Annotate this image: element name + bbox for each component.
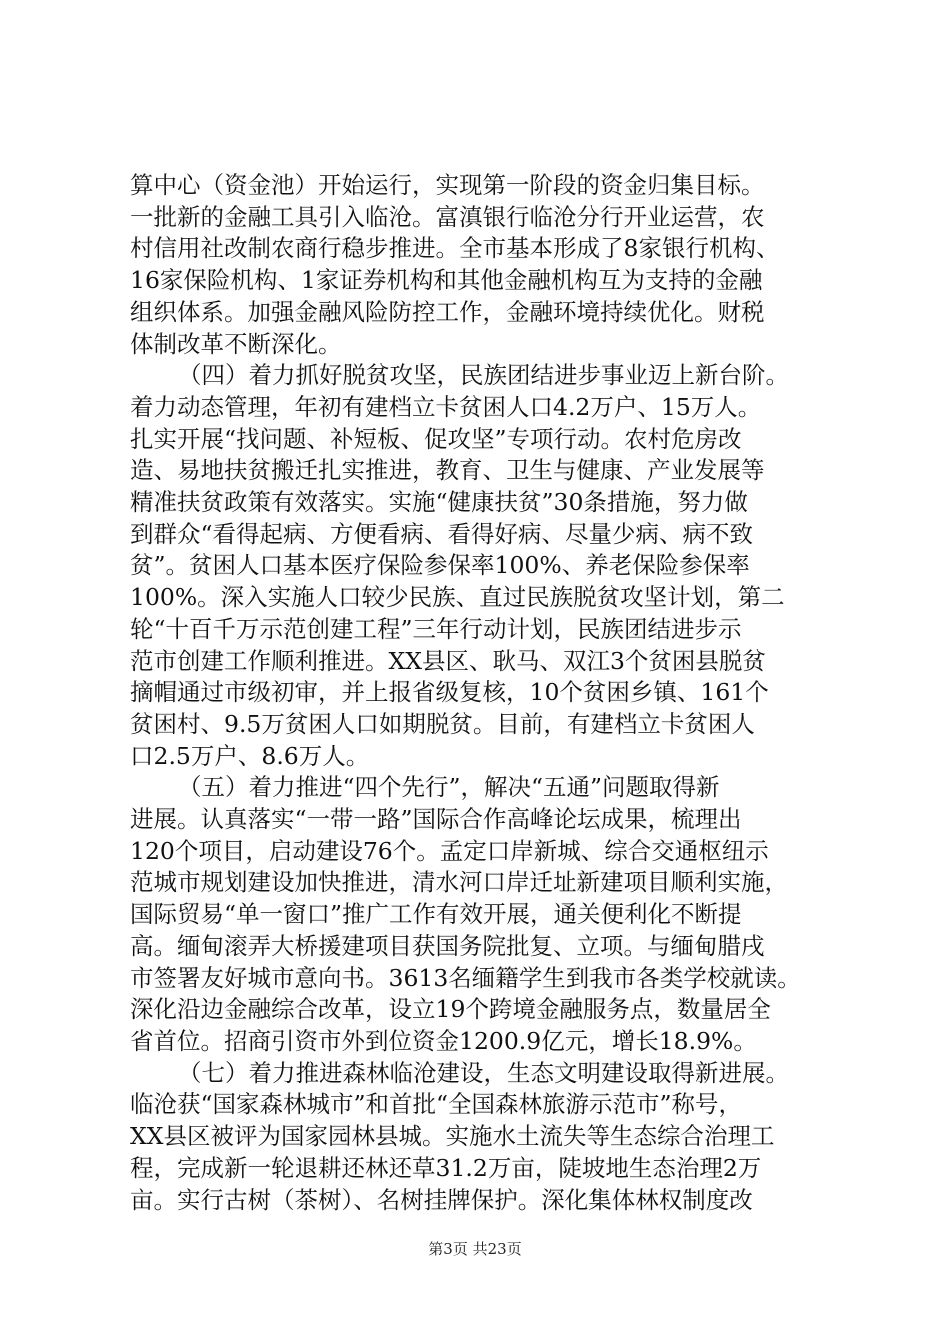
section-heading-line: （七）着力推进森林临沧建设，生态文明建设取得新进展。 — [178, 1058, 789, 1087]
text-line: 120个项目，启动建设76个。孟定口岸新城、综合交通枢纽示 — [130, 836, 769, 865]
text-line: 精准扶贫政策有效落实。实施“健康扶贫”30条措施，努力做 — [130, 488, 748, 517]
text-line: 程，完成新一轮退耕还林还草31.2万亩，陡坡地生态治理2万 — [130, 1153, 762, 1182]
text-line: 临沧获“国家森林城市”和首批“全国森林旅游示范市”称号， — [130, 1090, 743, 1119]
text-line: 深化沿边金融综合改革，设立19个跨境金融服务点，数量居全 — [130, 995, 771, 1024]
text-line: 一批新的金融工具引入临沧。富滇银行临沧分行开业运营，农 — [130, 202, 765, 231]
text-line: 扎实开展“找问题、补短板、促攻坚”专项行动。农村危房改 — [130, 424, 742, 453]
text-line: 贫”。贫困人口基本医疗保险参保率100%、养老保险参保率 — [130, 551, 750, 580]
text-line: 算中心（资金池）开始运行，实现第一阶段的资金归集目标。 — [130, 171, 765, 199]
section-heading-line: （四）着力抓好脱贫攻坚，民族团结进步事业迈上新台阶。 — [178, 361, 789, 390]
text-line: 市签署友好城市意向书。3613名缅籍学生到我市各类学校就读。 — [130, 963, 801, 992]
text-line: 着力动态管理，年初有建档立卡贫困人口4.2万户、15万人。 — [130, 392, 762, 421]
text-line: 摘帽通过市级初审，并上报省级复核，10个贫困乡镇、161个 — [130, 678, 769, 707]
text-line: 国际贸易“单一窗口”推广工作有效开展，通关便利化不断提 — [130, 900, 742, 929]
text-line: 范市创建工作顺利推进。XX县区、耿马、双江3个贫困县脱贫 — [130, 646, 766, 675]
text-line: 100%。深入实施人口较少民族、直过民族脱贫攻坚计划，第二 — [130, 583, 785, 612]
page-number: 第3页 共23页 — [428, 1240, 522, 1258]
text-line: 进展。认真落实“一带一路”国际合作高峰论坛成果，梳理出 — [130, 805, 742, 834]
text-line: 高。缅甸滚弄大桥援建项目获国务院批复、立项。与缅甸腊戌 — [130, 931, 765, 960]
text-line: 亩。实行古树（茶树）、名树挂牌保护。深化集体林权制度改 — [130, 1185, 753, 1214]
text-line: 造、易地扶贫搬迁扎实推进，教育、卫生与健康、产业发展等 — [130, 456, 765, 485]
text-line: 村信用社改制农商行稳步推进。全市基本形成了8家银行机构、 — [130, 234, 780, 263]
text-line: 贫困村、9.5万贫困人口如期脱贫。目前，有建档立卡贫困人 — [130, 709, 755, 738]
text-line: 轮“十百千万示范创建工程”三年行动计划，民族团结进步示 — [130, 614, 742, 643]
text-line: 16家保险机构、1家证券机构和其他金融机构互为支持的金融 — [130, 266, 763, 295]
text-line: 到群众“看得起病、方便看病、看得好病、尽量少病、病不致 — [130, 519, 754, 548]
text-line: XX县区被评为国家园林县城。实施水土流失等生态综合治理工 — [130, 1122, 775, 1151]
text-line: 体制改革不断深化。 — [130, 329, 342, 358]
page-footer — [0, 1238, 950, 1259]
section-heading-line: （五）着力推进“四个先行”，解决“五通”问题取得新 — [178, 773, 720, 802]
body-text — [130, 170, 850, 1216]
text-line: 范城市规划建设加快推进，清水河口岸迁址新建项目顺利实施， — [130, 868, 788, 897]
text-line: 口2.5万户、8.6万人。 — [130, 741, 370, 770]
text-line: 组织体系。加强金融风险防控工作，金融环境持续优化。财税 — [130, 297, 765, 326]
text-line: 省首位。招商引资市外到位资金1200.9亿元，增长18.9%。 — [130, 1026, 757, 1055]
